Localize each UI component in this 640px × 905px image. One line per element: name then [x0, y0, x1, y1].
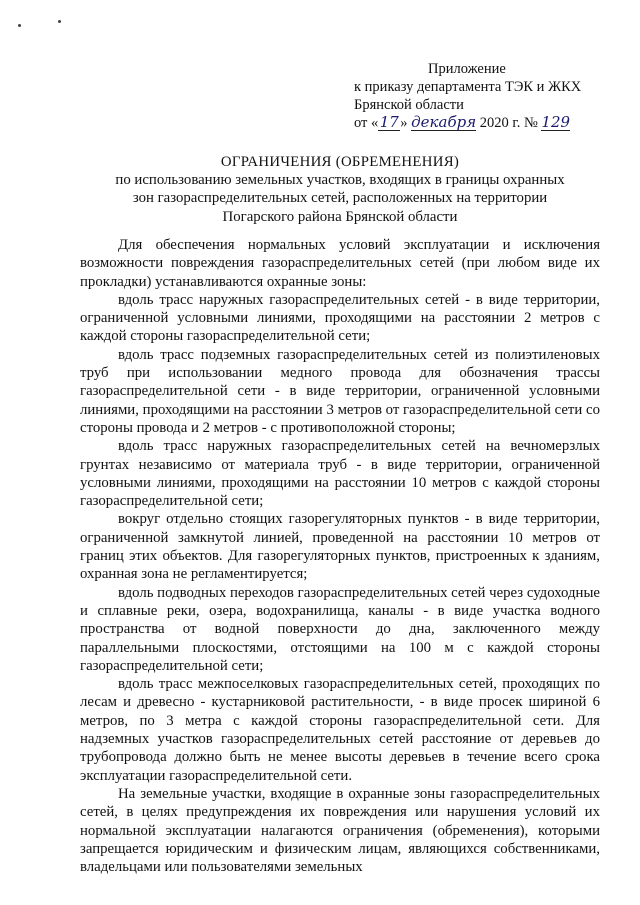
scan-mark [18, 24, 21, 27]
appendix-label: Приложение [428, 61, 506, 77]
body-paragraph: вдоль трасс наружных газораспределительных сетей - в виде территории, ограниченной условными линиями, проходящими на расстоянии 2 метров с каждой стороны газораспределительной сети; [80, 291, 600, 345]
appendix-date-line [354, 114, 634, 132]
title-line: зон газораспределительных сетей, расположенных на территории [132, 190, 548, 207]
date-prefix: от « [354, 115, 379, 131]
date-quote: » [400, 115, 408, 131]
document-body [80, 236, 600, 876]
body-paragraph: вдоль трасс межпоселковых газораспределительных сетей, проходящих по лесам и древесно - кустарниковой растительности, - в виде просек шириной 6 метров, по 3 метра с каждой стороны газораспределительной сети. Для надземных участков газораспределительных сетей расстояние от деревьев до трубопровода должно быть не менее высоты деревьев в течение всего срока эксплуатации газораспределительной сети. [80, 676, 600, 784]
document-title [80, 153, 600, 226]
body-paragraph: вдоль трасс наружных газораспределительных сетей на вечномерзлых грунтах независимо от материала труб - в виде территории, ограниченной условными линиями, проходящими на расстоянии 10 метров с каждой стороны газораспределительной сети; [80, 438, 600, 510]
scan-mark [58, 20, 61, 23]
body-paragraph: Для обеспечения нормальных условий эксплуатации и исключения возможности повреждения газораспределительных сетей (при любом виде их прокладки) устанавливаются охранные зоны: [80, 237, 600, 290]
body-paragraph: вдоль подводных переходов газораспределительных сетей через судоходные и сплавные реки, озера, водохранилища, каналы - в виде участка водного пространства от водной поверхности до дна, заключенного между параллельными плоскостями, отстоящими на 100 м с каждой стороны газораспределительной сети; [80, 584, 600, 674]
appendix-order-ref: к приказу департамента ТЭК и ЖКХ [354, 79, 582, 95]
title-line: Погарского района Брянской области [222, 208, 458, 225]
title-heading: ОГРАНИЧЕНИЯ (ОБРЕМЕНЕНИЯ) [220, 154, 460, 170]
date-month: декабря [411, 113, 477, 131]
body-paragraph: На земельные участки, входящие в охранные зоны газораспределительных сетей, в целях предупреждения их повреждения или нарушения условий их нормальной эксплуатации налагаются ограничения (обременения), которыми запрещается юридическим и физическим лицам, являющихся собственниками, владельцами или пользователями земельных [80, 785, 600, 876]
date-year: 2020 г. № [479, 115, 538, 131]
appendix-block [354, 60, 634, 132]
body-paragraph: вдоль трасс подземных газораспределительных сетей из полиэтиленовых труб при использовании медного провода для обозначения трассы газораспределительной сети - в виде территории, ограниченной условными линиями, проходящими на расстоянии 3 метров от газораспределительной сети со стороны провода и 2 метров - с противоположной стороны; [80, 346, 600, 436]
title-line: по использованию земельных участков, входящих в границы охранных [115, 172, 565, 189]
date-day: 17 [379, 113, 399, 131]
body-paragraph: вокруг отдельно стоящих газорегуляторных пунктов - в виде территории, ограниченной замкнутой линией, проведенной на расстоянии 10 метров от границ этих объектов. Для газорегуляторных пунктов, пристроенных к зданиям, охранная зона не регламентируется; [80, 511, 600, 583]
order-number: 129 [541, 113, 571, 131]
appendix-region: Брянской области [354, 97, 464, 113]
